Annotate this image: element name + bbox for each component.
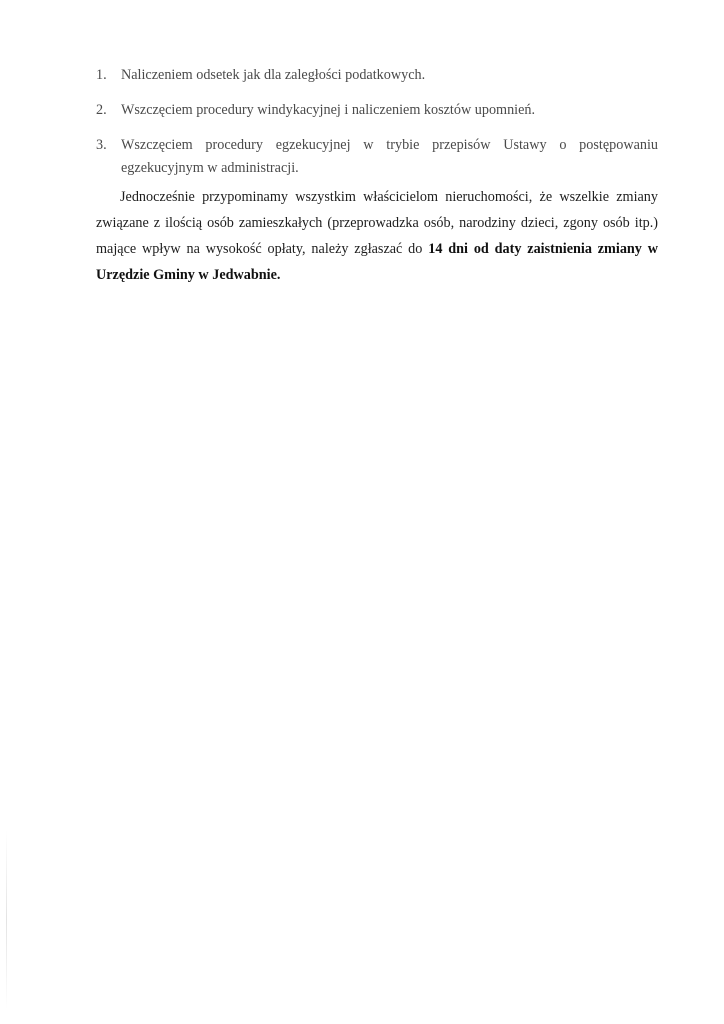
list-item-number: 2. [96, 102, 107, 118]
list-item [96, 134, 658, 180]
list-item-number: 1. [96, 67, 107, 83]
list-item [96, 64, 658, 87]
list-item-text: Wszczęciem procedury egzekucyjnej w trybie przepisów Ustawy o postępowaniu egzekucyjnym w administracji. [121, 137, 658, 176]
reminder-paragraph [96, 184, 658, 288]
consequences-list [96, 64, 658, 192]
list-item-text: Naliczeniem odsetek jak dla zaległości podatkowych. [121, 67, 426, 83]
list-item-number: 3. [96, 137, 107, 153]
reminder-deadline-bold: 14 dni od daty zaistnienia zmiany w Urzędzie Gminy w Jedwabnie. [96, 241, 658, 283]
list-item [96, 99, 658, 122]
scan-edge-shadow [6, 830, 7, 1010]
list-item-text: Wszczęciem procedury windykacyjnej i naliczeniem kosztów upomnień. [121, 102, 536, 118]
reminder-text: Jednocześnie przypominamy wszystkim właścicielom nieruchomości, że wszelkie zmiany związane z ilością osób zamieszkałych (przeprowadzka osób, narodziny dzieci, zgony osób itp.) mające wpływ na wysokość opłaty, należy zgłaszać do [96, 189, 658, 257]
